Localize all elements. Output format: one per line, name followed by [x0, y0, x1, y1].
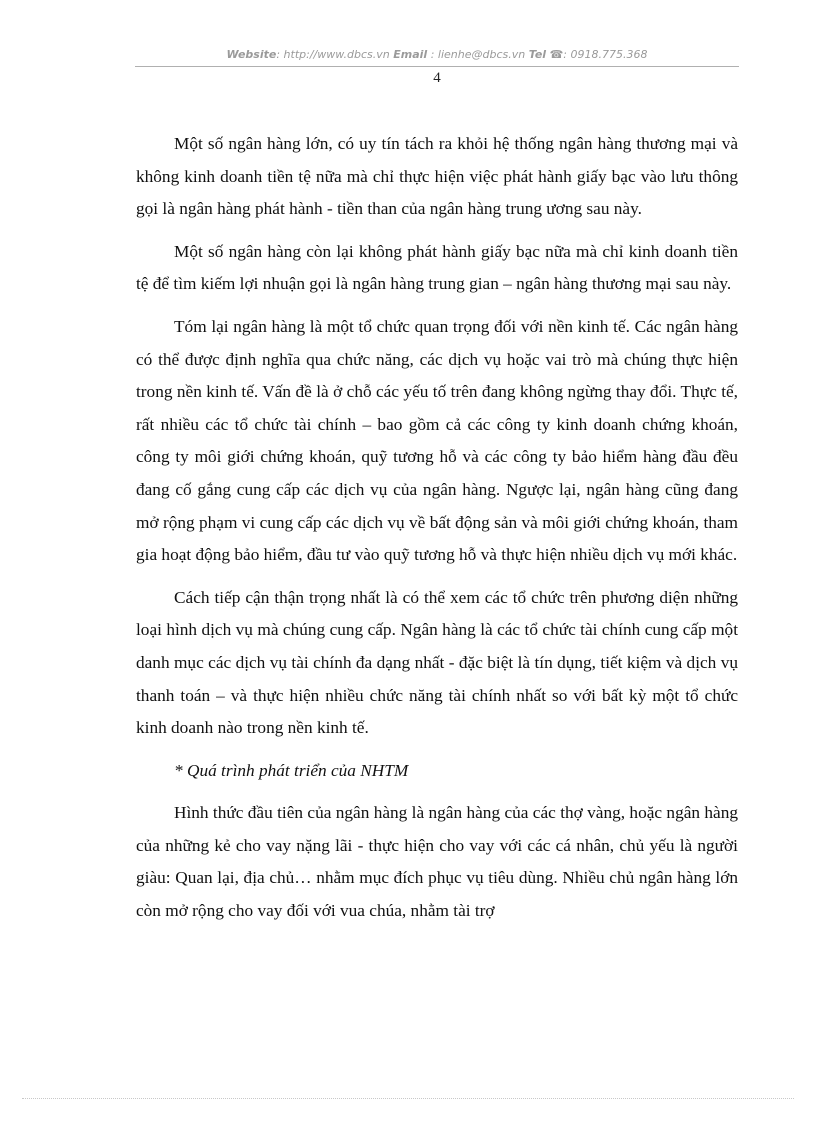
document-body [136, 128, 738, 938]
tel-value: : 0918.775.368 [563, 48, 648, 61]
email-value: : lienhe@dbcs.vn [430, 48, 526, 61]
paragraph: Cách tiếp cận thận trọng nhất là có thể xem các tổ chức trên phương diện những loại hình dịch vụ mà chúng cung cấp. Ngân hàng là các tổ chức tài chính cung cấp một danh mục các dịch vụ tài chính đa dạng nhất - đặc biệt là tín dụng, tiết kiệm và dịch vụ thanh toán – và thực hiện nhiều chức năng tài chính nhất so với bất kỳ một tổ chức kinh doanh nào trong nền kinh tế. [136, 587, 738, 738]
website-value: : http://www.dbcs.vn [276, 48, 390, 61]
phone-icon: ☎ [549, 48, 564, 61]
footer-divider [22, 1098, 794, 1099]
tel-label: Tel [528, 48, 547, 61]
email-label: Email [393, 48, 428, 61]
paragraph: Một số ngân hàng lớn, có uy tín tách ra khỏi hệ thống ngân hàng thương mại và không kinh doanh tiền tệ nữa mà chỉ thực hiện việc phát hành giấy bạc vào lưu thông gọi là ngân hàng phát hành - tiền than của ngân hàng trung ương sau này. [136, 134, 738, 219]
paragraph: Một số ngân hàng còn lại không phát hành giấy bạc nữa mà chỉ kinh doanh tiền tệ để tìm kiếm lợi nhuận gọi là ngân hàng trung gian – ngân hàng thương mại sau này. [136, 241, 738, 294]
paragraph: Tóm lại ngân hàng là một tổ chức quan trọng đối với nền kinh tế. Các ngân hàng có thể được định nghĩa qua chức năng, các dịch vụ hoặc vai trò mà chúng thực hiện trong nền kinh tế. Vấn đề là ở chỗ các yếu tố trên đang không ngừng thay đổi. Thực tế, rất nhiều các tổ chức tài chính – bao gồm cả các công ty kinh doanh chứng khoán, công ty môi giới chứng khoán, quỹ tương hỗ và các công ty bảo hiểm hàng đầu đều đang cố gắng cung cấp các dịch vụ của ngân hàng. Ngược lại, ngân hàng cũng đang mở rộng phạm vi cung cấp các dịch vụ về bất động sản và môi giới chứng khoán, tham gia hoạt động bảo hiểm, đầu tư vào quỹ tương hỗ và thực hiện nhiều dịch vụ mới khác. [136, 316, 738, 565]
page-header [135, 48, 739, 61]
paragraph: Hình thức đầu tiên của ngân hàng là ngân hàng của các thợ vàng, hoặc ngân hàng của những kẻ cho vay nặng lãi - thực hiện cho vay với các cá nhân, chủ yếu là người giàu: Quan lại, địa chủ… nhằm mục đích phục vụ tiêu dùng. Nhiều chủ ngân hàng lớn còn mở rộng cho vay đối với vua chúa, nhằm tài trợ [136, 803, 738, 921]
website-label: Website [226, 48, 277, 61]
section-heading: * Quá trình phát triển của NHTM [174, 760, 409, 780]
page-number: 4 [433, 70, 441, 86]
header-divider [135, 66, 739, 67]
